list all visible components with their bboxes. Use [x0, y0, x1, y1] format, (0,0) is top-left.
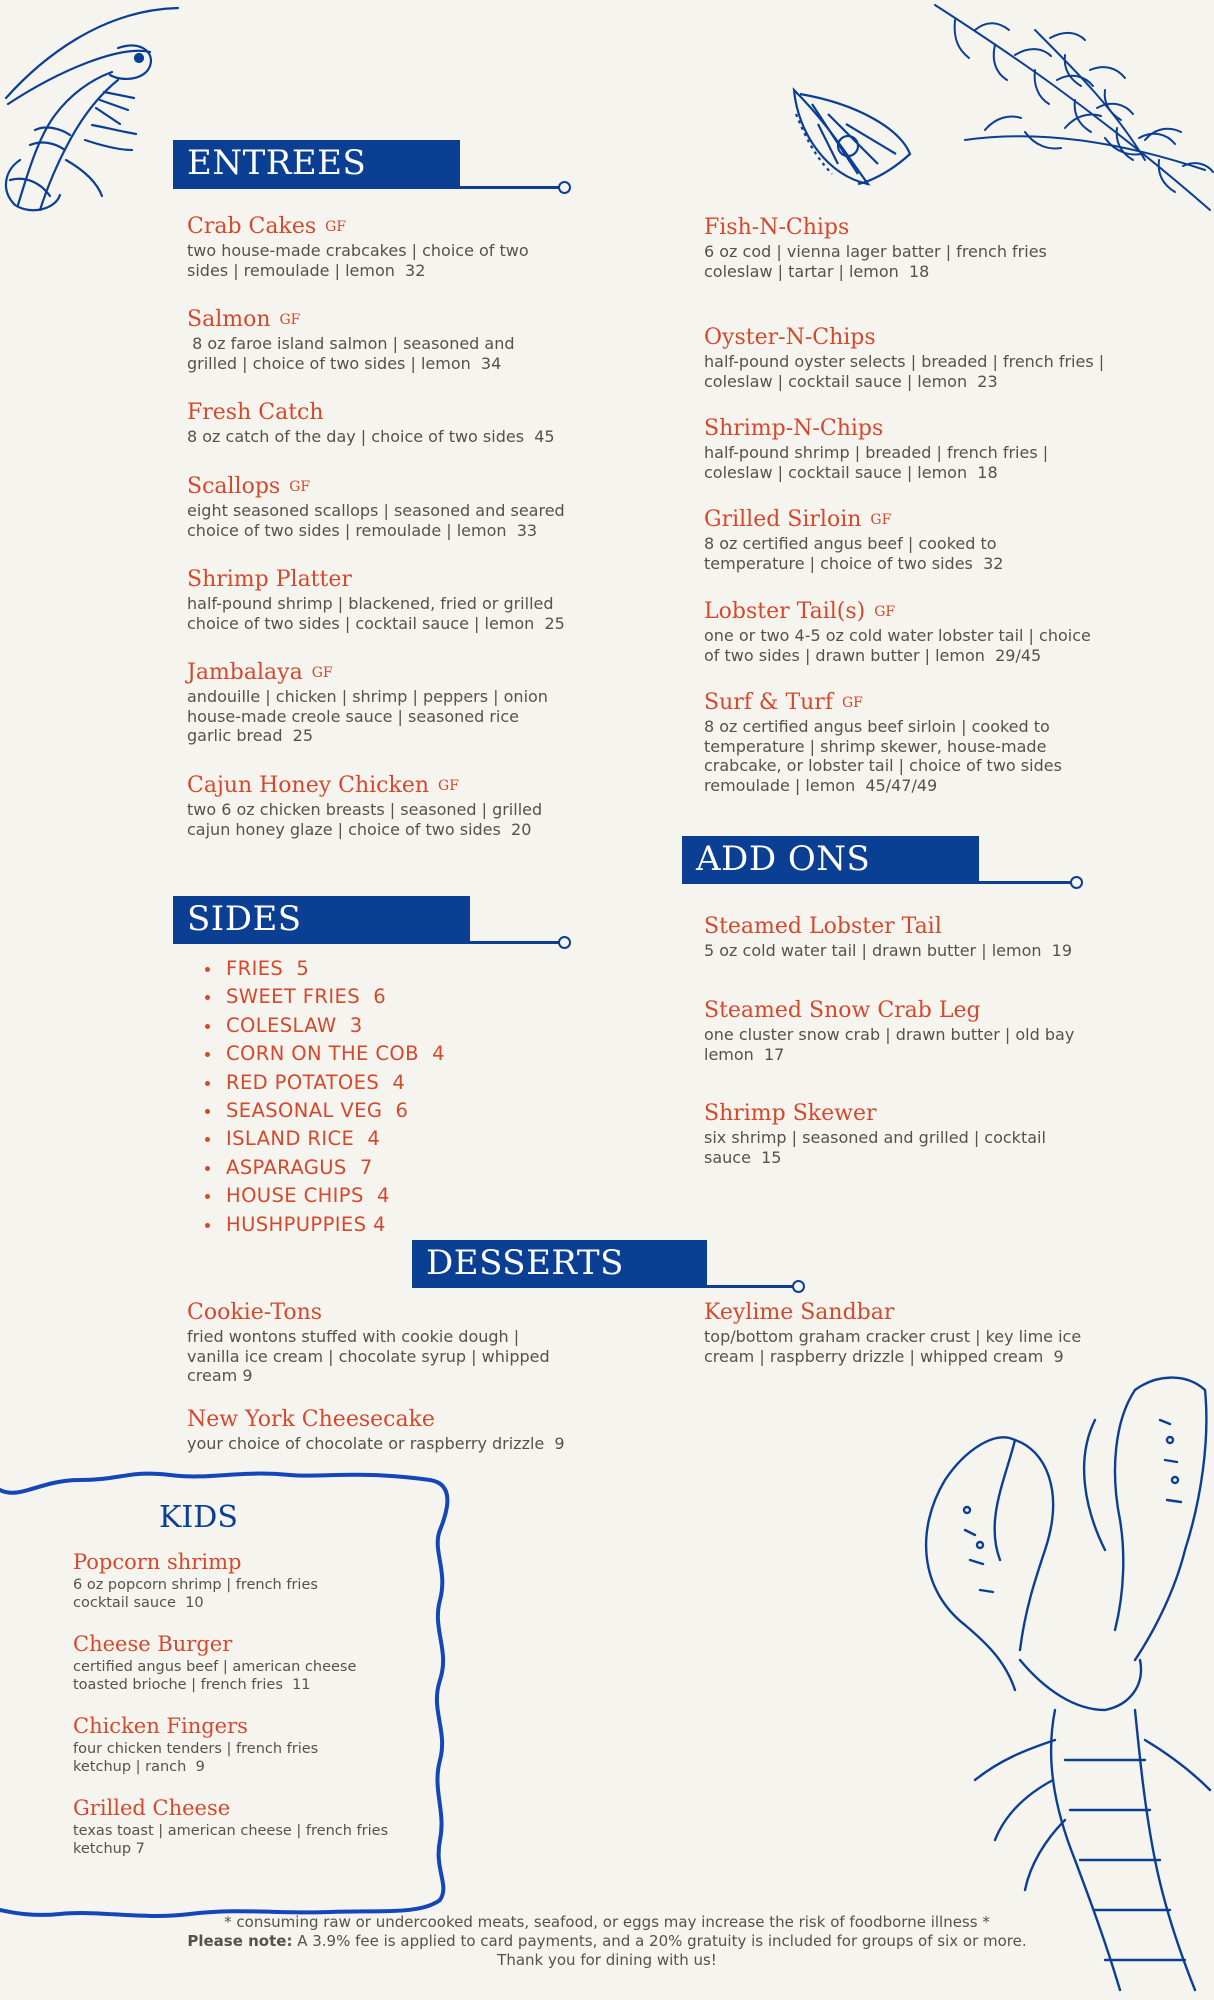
description-line: 5 oz cold water tail | drawn butter | lemon 19	[704, 941, 1073, 960]
side-item	[205, 1154, 445, 1182]
menu-item-name	[187, 399, 555, 427]
menu-item-title: Shrimp Skewer	[704, 1101, 877, 1126]
gluten-free-badge: GF	[279, 312, 301, 328]
menu-item-description	[704, 1327, 1081, 1366]
description-line: four chicken tenders | french fries	[73, 1741, 319, 1757]
bullet-icon	[205, 1109, 210, 1114]
menu-item-title: Crab Cakes	[187, 214, 317, 239]
side-item-label: HUSHPUPPIES 4	[226, 1212, 386, 1236]
menu-item	[704, 598, 1091, 665]
menu-item-name	[187, 566, 565, 594]
menu-item-description	[187, 1434, 565, 1454]
description-line: lemon 17	[704, 1044, 785, 1064]
section-header-add-ons: ADD ONS	[682, 836, 979, 883]
menu-item-name	[704, 1299, 1081, 1327]
description-line: crabcake, or lobster tail | choice of two sides	[704, 756, 1062, 775]
menu-item-description	[73, 1658, 356, 1694]
menu-item-description	[704, 1025, 1074, 1064]
menu-item	[704, 1100, 1046, 1167]
side-item	[205, 1125, 445, 1153]
menu-item	[187, 659, 548, 746]
description-line: 6 oz popcorn shrimp | french fries	[73, 1577, 318, 1593]
bullet-icon	[205, 1194, 210, 1199]
menu-item-title: Cajun Honey Chicken	[187, 773, 430, 798]
description-line: temperature | choice of two sides 32	[704, 553, 1004, 573]
description-line: cocktail sauce 10	[73, 1595, 204, 1611]
gluten-free-badge: GF	[841, 695, 863, 711]
description-line: sides | remoulade | lemon 32	[187, 260, 426, 280]
description-line: grilled | choice of two sides | lemon 34	[187, 353, 502, 373]
menu-item-description	[187, 800, 542, 839]
menu-item-title: Steamed Snow Crab Leg	[704, 998, 981, 1023]
description-line: 8 oz certified angus beef sirloin | cooked to	[704, 717, 1050, 736]
menu-item-name	[187, 1299, 550, 1327]
menu-item-description	[73, 1740, 318, 1776]
menu-item-title: Chicken Fingers	[73, 1714, 248, 1738]
menu-item	[73, 1712, 318, 1776]
description-line: coleslaw | cocktail sauce | lemon 23	[704, 371, 998, 391]
description-line: 8 oz faroe island salmon | seasoned and	[187, 334, 515, 353]
footer-thanks: Thank you for dining with us!	[497, 1951, 717, 1969]
footer	[0, 1913, 1214, 1970]
menu-item-title: Cookie-Tons	[187, 1300, 323, 1325]
menu-item	[187, 306, 515, 373]
section-header-desserts: DESSERTS	[412, 1240, 707, 1287]
side-item-label: ISLAND RICE 4	[226, 1127, 381, 1151]
bullet-icon	[205, 1166, 210, 1171]
description-line: two 6 oz chicken breasts | seasoned | grilled	[187, 800, 543, 819]
menu-item	[73, 1548, 318, 1612]
description-line: one cluster snow crab | drawn butter | old bay	[704, 1025, 1075, 1044]
bullet-icon	[205, 1137, 210, 1142]
description-line: certified angus beef | american cheese	[73, 1659, 357, 1675]
menu-item-description	[704, 443, 1048, 482]
menu-item-title: Lobster Tail(s)	[704, 599, 866, 624]
menu-item-description	[187, 501, 565, 540]
menu-item-description	[704, 1128, 1046, 1167]
menu-item	[704, 415, 1048, 482]
menu-item-description	[704, 717, 1062, 795]
menu-item-name	[704, 598, 1091, 626]
side-item-label: CORN ON THE COB 4	[226, 1042, 445, 1066]
menu-item-title: Jambalaya	[187, 660, 303, 685]
section-header-entrees: ENTREES	[173, 140, 460, 187]
description-line: garlic bread 25	[187, 726, 314, 745]
side-item	[205, 1211, 445, 1239]
menu-item-description	[73, 1576, 318, 1612]
menu-item-name	[73, 1548, 318, 1576]
menu-item-name	[704, 913, 1072, 941]
lobster-illustration	[905, 1360, 1214, 2000]
menu-item-title: Steamed Lobster Tail	[704, 914, 942, 939]
gluten-free-badge: GF	[438, 778, 459, 794]
section-header-kids: KIDS	[159, 1500, 238, 1535]
menu-item-name	[704, 1100, 1046, 1128]
side-item	[205, 955, 445, 983]
side-item-label: SWEET FRIES 6	[226, 985, 387, 1009]
side-item-label: HOUSE CHIPS 4	[226, 1184, 390, 1208]
description-line: of two sides | drawn butter | lemon 29/45	[704, 645, 1042, 665]
bullet-icon	[205, 995, 210, 1000]
side-item	[205, 1012, 445, 1040]
menu-item-title: Scallops	[187, 474, 281, 499]
description-line: vanilla ice cream | chocolate syrup | whipped	[187, 1346, 550, 1366]
menu-item-title: Shrimp Platter	[187, 567, 352, 592]
description-line: fried wontons stuffed with cookie dough |	[187, 1327, 520, 1346]
menu-item-title: Surf & Turf	[704, 690, 833, 715]
description-line: your choice of chocolate or raspberry drizzle 9	[187, 1434, 565, 1453]
menu-item-title: Grilled Sirloin	[704, 507, 862, 532]
menu-item-title: Cheese Burger	[73, 1632, 233, 1656]
description-line: choice of two sides | cocktail sauce | lemon 25	[187, 613, 565, 633]
menu-item	[704, 214, 1047, 281]
shrimp-illustration	[0, 0, 190, 225]
menu-item	[187, 772, 542, 839]
description-line: toasted brioche | french fries 11	[73, 1677, 311, 1693]
description-line: cajun honey glaze | choice of two sides 20	[187, 819, 532, 839]
menu-item-description	[704, 941, 1072, 961]
description-line: coleslaw | cocktail sauce | lemon 18	[704, 462, 998, 482]
menu-item-name	[187, 306, 515, 334]
menu-item-description	[187, 1327, 550, 1386]
side-item	[205, 983, 445, 1011]
description-line: 8 oz catch of the day | choice of two sides 45	[187, 427, 555, 446]
side-item-label: ASPARAGUS 7	[226, 1155, 373, 1179]
description-line: top/bottom graham cracker crust | key lime ice	[704, 1327, 1082, 1346]
menu-item	[704, 1299, 1081, 1366]
menu-item-description	[187, 687, 548, 746]
sides-list	[205, 955, 445, 1239]
menu-item	[704, 324, 1104, 391]
menu-item-title: New York Cheesecake	[187, 1407, 435, 1432]
gluten-free-badge: GF	[874, 604, 896, 620]
side-item-label: COLESLAW 3	[226, 1013, 363, 1037]
description-line: ketchup | ranch 9	[73, 1759, 205, 1775]
menu-item-name	[73, 1794, 388, 1822]
menu-item-name	[187, 1406, 565, 1434]
menu-item-name	[187, 213, 529, 241]
menu-item-description	[704, 534, 1003, 573]
side-item	[205, 1182, 445, 1210]
section-rule-desserts	[412, 1285, 797, 1288]
menu-item-title: Oyster-N-Chips	[704, 325, 876, 350]
menu-item-name	[704, 324, 1104, 352]
menu-item-title: Fresh Catch	[187, 400, 324, 425]
menu-item	[187, 473, 565, 540]
description-line: 6 oz cod | vienna lager batter | french fries	[704, 242, 1047, 261]
side-item	[205, 1069, 445, 1097]
side-item	[205, 1097, 445, 1125]
description-line: coleslaw | tartar | lemon 18	[704, 261, 930, 281]
menu-item-description	[73, 1822, 388, 1858]
side-item-label: FRIES 5	[226, 957, 310, 980]
menu-item-name	[704, 997, 1074, 1025]
menu-item-description	[187, 594, 565, 633]
bullet-icon	[205, 1223, 210, 1228]
description-line: 8 oz certified angus beef | cooked to	[704, 534, 997, 553]
menu-item-name	[73, 1630, 356, 1658]
menu-item	[704, 689, 1062, 795]
description-line: two house-made crabcakes | choice of two	[187, 241, 529, 260]
menu-item-description	[704, 242, 1047, 281]
bullet-icon	[205, 1081, 210, 1086]
menu-item-name	[704, 415, 1048, 443]
menu-item-title: Fish-N-Chips	[704, 215, 850, 240]
lemon-illustration	[788, 84, 918, 194]
menu-item-description	[704, 352, 1104, 391]
menu-item-name	[704, 214, 1047, 242]
menu-item-title: Salmon	[187, 307, 271, 332]
gluten-free-badge: GF	[289, 479, 311, 495]
menu-item	[73, 1794, 388, 1858]
menu-item-description	[187, 427, 555, 447]
footer-warning: * consuming raw or undercooked meats, seafood, or eggs may increase the risk of foodborne illness *	[224, 1913, 990, 1931]
menu-item	[704, 913, 1072, 961]
description-line: half-pound shrimp | blackened, fried or grilled	[187, 594, 554, 613]
menu-item	[73, 1630, 356, 1694]
menu-item	[187, 1299, 550, 1386]
menu-item-description	[187, 334, 515, 373]
bullet-icon	[205, 1024, 210, 1029]
menu-item	[704, 997, 1074, 1064]
footer-note	[0, 1932, 1214, 1951]
description-line: six shrimp | seasoned and grilled | cocktail	[704, 1128, 1046, 1147]
description-line: choice of two sides | remoulade | lemon 33	[187, 520, 538, 540]
menu-item-title: Keylime Sandbar	[704, 1300, 895, 1325]
description-line: eight seasoned scallops | seasoned and seared	[187, 501, 565, 520]
gluten-free-badge: GF	[325, 219, 347, 235]
section-rule-add-ons	[682, 881, 1075, 884]
menu-item-title: Shrimp-N-Chips	[704, 416, 884, 441]
menu-item-description	[704, 626, 1091, 665]
rosemary-illustration	[925, 0, 1214, 225]
menu-item-name	[187, 473, 565, 501]
description-line: house-made creole sauce | seasoned rice	[187, 706, 520, 726]
footer-note-label: Please note:	[187, 1932, 293, 1950]
menu-item	[187, 1406, 565, 1454]
description-line: cream | raspberry drizzle | whipped cream 9	[704, 1346, 1064, 1366]
description-line: half-pound shrimp | breaded | french fries |	[704, 443, 1049, 462]
section-rule-entrees	[173, 186, 563, 189]
menu-item	[187, 566, 565, 633]
side-item	[205, 1040, 445, 1068]
gluten-free-badge: GF	[870, 512, 892, 528]
description-line: half-pound oyster selects | breaded | french fries |	[704, 352, 1105, 371]
description-line: remoulade | lemon 45/47/49	[704, 775, 938, 795]
menu-item	[704, 506, 1003, 573]
description-line: sauce 15	[704, 1147, 782, 1167]
description-line: one or two 4-5 oz cold water lobster tail | choice	[704, 626, 1091, 645]
menu-item	[187, 213, 529, 280]
menu-item-name	[73, 1712, 318, 1740]
footer-note-text: A 3.9% fee is applied to card payments, and a 20% gratuity is included for groups of six or more.	[292, 1932, 1027, 1950]
bullet-icon	[205, 1052, 210, 1057]
menu-item-title: Grilled Cheese	[73, 1796, 231, 1820]
menu-item-title: Popcorn shrimp	[73, 1550, 242, 1574]
description-line: andouille | chicken | shrimp | peppers | onion	[187, 687, 548, 706]
description-line: ketchup 7	[73, 1841, 145, 1857]
menu-item-name	[704, 506, 1003, 534]
description-line: cream 9	[187, 1366, 253, 1385]
side-item-label: RED POTATOES 4	[226, 1070, 406, 1094]
menu-item-name	[187, 659, 548, 687]
side-item-label: SEASONAL VEG 6	[226, 1098, 409, 1122]
description-line: temperature | shrimp skewer, house-made	[704, 736, 1047, 756]
menu-item-name	[187, 772, 542, 800]
gluten-free-badge: GF	[311, 665, 333, 681]
section-header-sides: SIDES	[173, 896, 470, 943]
menu-item-description	[187, 241, 529, 280]
menu-item-name	[704, 689, 1062, 717]
description-line: texas toast | american cheese | french fries	[73, 1823, 389, 1839]
section-rule-sides	[173, 941, 563, 944]
menu-item	[187, 399, 555, 447]
bullet-icon	[205, 967, 210, 972]
